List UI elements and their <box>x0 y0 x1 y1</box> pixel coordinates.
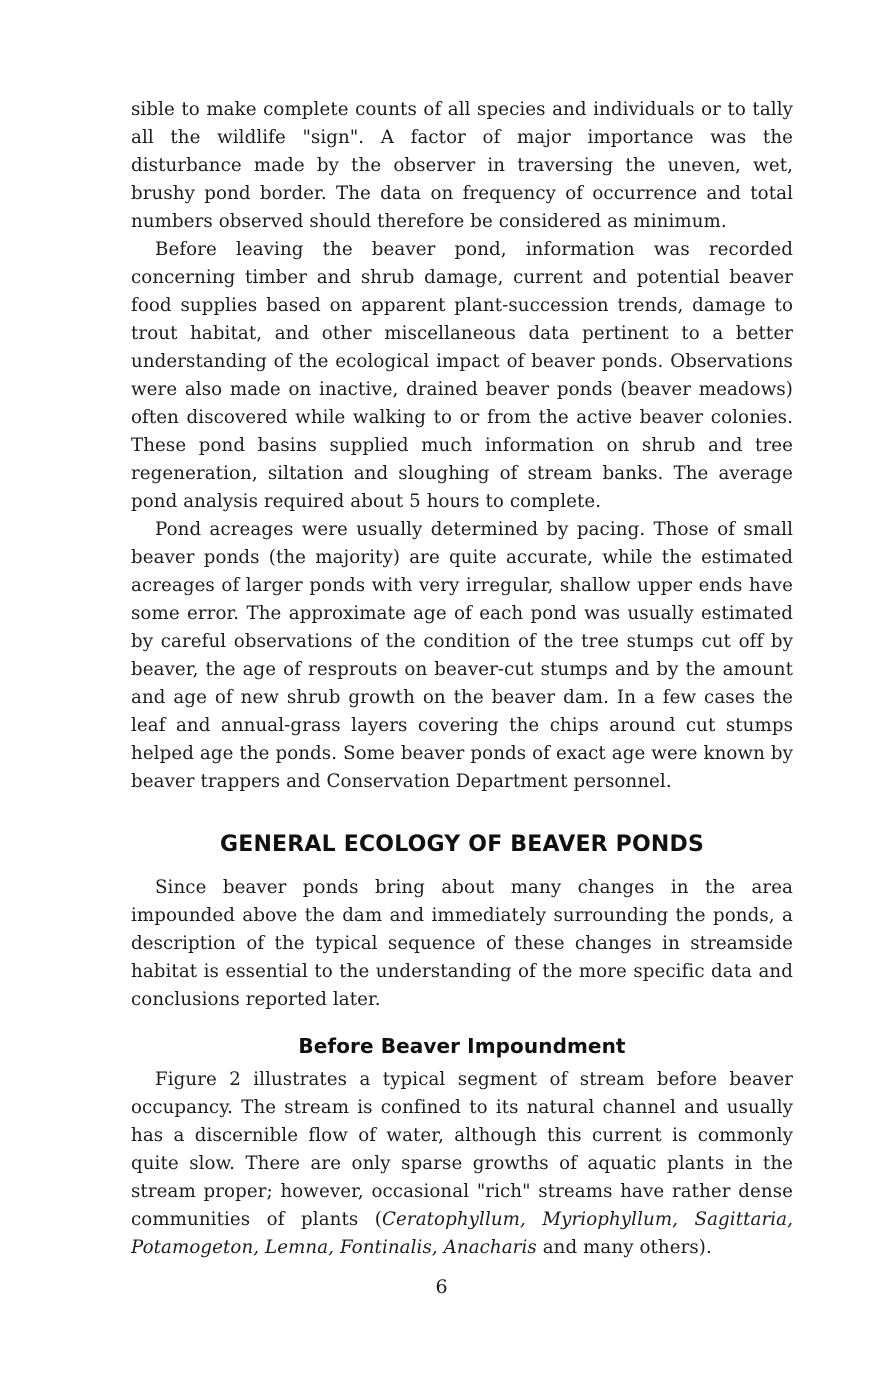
paragraph-pond-acreages: Pond acreages were usually determined by pacing. Those of small beaver ponds (the majority) are quite accurate, while the estimated acreages of larger ponds with very irregular, shallow upper ends have some error. The approximate age of each pond was usually estimated by careful observations of the condition of the tree stumps cut off by beaver, the age of resprouts on beaver-cut stumps and by the amount and age of new shrub growth on the beaver dam. In a few cases the leaf and annual-grass layers covering the chips around cut stumps helped age the ponds. Some beaver ponds of exact age were known by beaver trappers and Conservation Department personnel. <box>131 519 793 792</box>
paragraph-pond-information: Before leaving the beaver pond, information was recorded concerning timber and shrub damage, current and potential beaver food supplies based on apparent plant-succession trends, damage to trout habitat, and other miscellaneous data pertinent to a better understanding of the ecological impact of beaver ponds. Observations were also made on inactive, drained beaver ponds (beaver meadows) often discovered while walking to or from the active beaver colonies. These pond basins supplied much information on shrub and tree regeneration, siltation and sloughing of stream banks. The average pond analysis required about 5 hours to complete. <box>131 239 793 512</box>
section-heading-general-ecology: GENERAL ECOLOGY OF BEAVER PONDS <box>219 832 705 857</box>
subsection-heading-before-impoundment: Before Beaver Impoundment <box>298 1034 626 1058</box>
paragraph-continued: sible to make complete counts of all species and individuals or to tally all the wildlife "sign". A factor of major importance was the disturbance made by the observer in traversing the uneven, wet, brushy pond border. The data on frequency of occurrence and total numbers observed should therefore be considered as minimum. <box>131 99 793 232</box>
document-page <box>131 96 793 1262</box>
paragraph-figure-2-text: Figure 2 illustrates a typical segment of stream before beaver occupancy. The stream is confined to its natural channel and usually has a discernible flow of water, although this current is commonly quite slow. There are only sparse growths of aquatic plants in the stream proper; however, occasional "rich" streams have rather dense communities of plants ( <box>131 1069 793 1230</box>
plant-species-list: Ceratophyllum, Myriophyllum, Sagittaria, Potamogeton, Lemna, Fontinalis, Anacharis <box>131 1209 793 1258</box>
paragraph-figure-2-end: and many others). <box>536 1237 712 1258</box>
paragraph-figure-2 <box>131 1066 793 1262</box>
page-number: 6 <box>435 1276 448 1298</box>
paragraph-changes-description: Since beaver ponds bring about many changes in the area impounded above the dam and immediately surrounding the ponds, a description of the typical sequence of these changes in streamside habitat is essential to the understanding of the more specific data and conclusions reported later. <box>131 877 793 1010</box>
